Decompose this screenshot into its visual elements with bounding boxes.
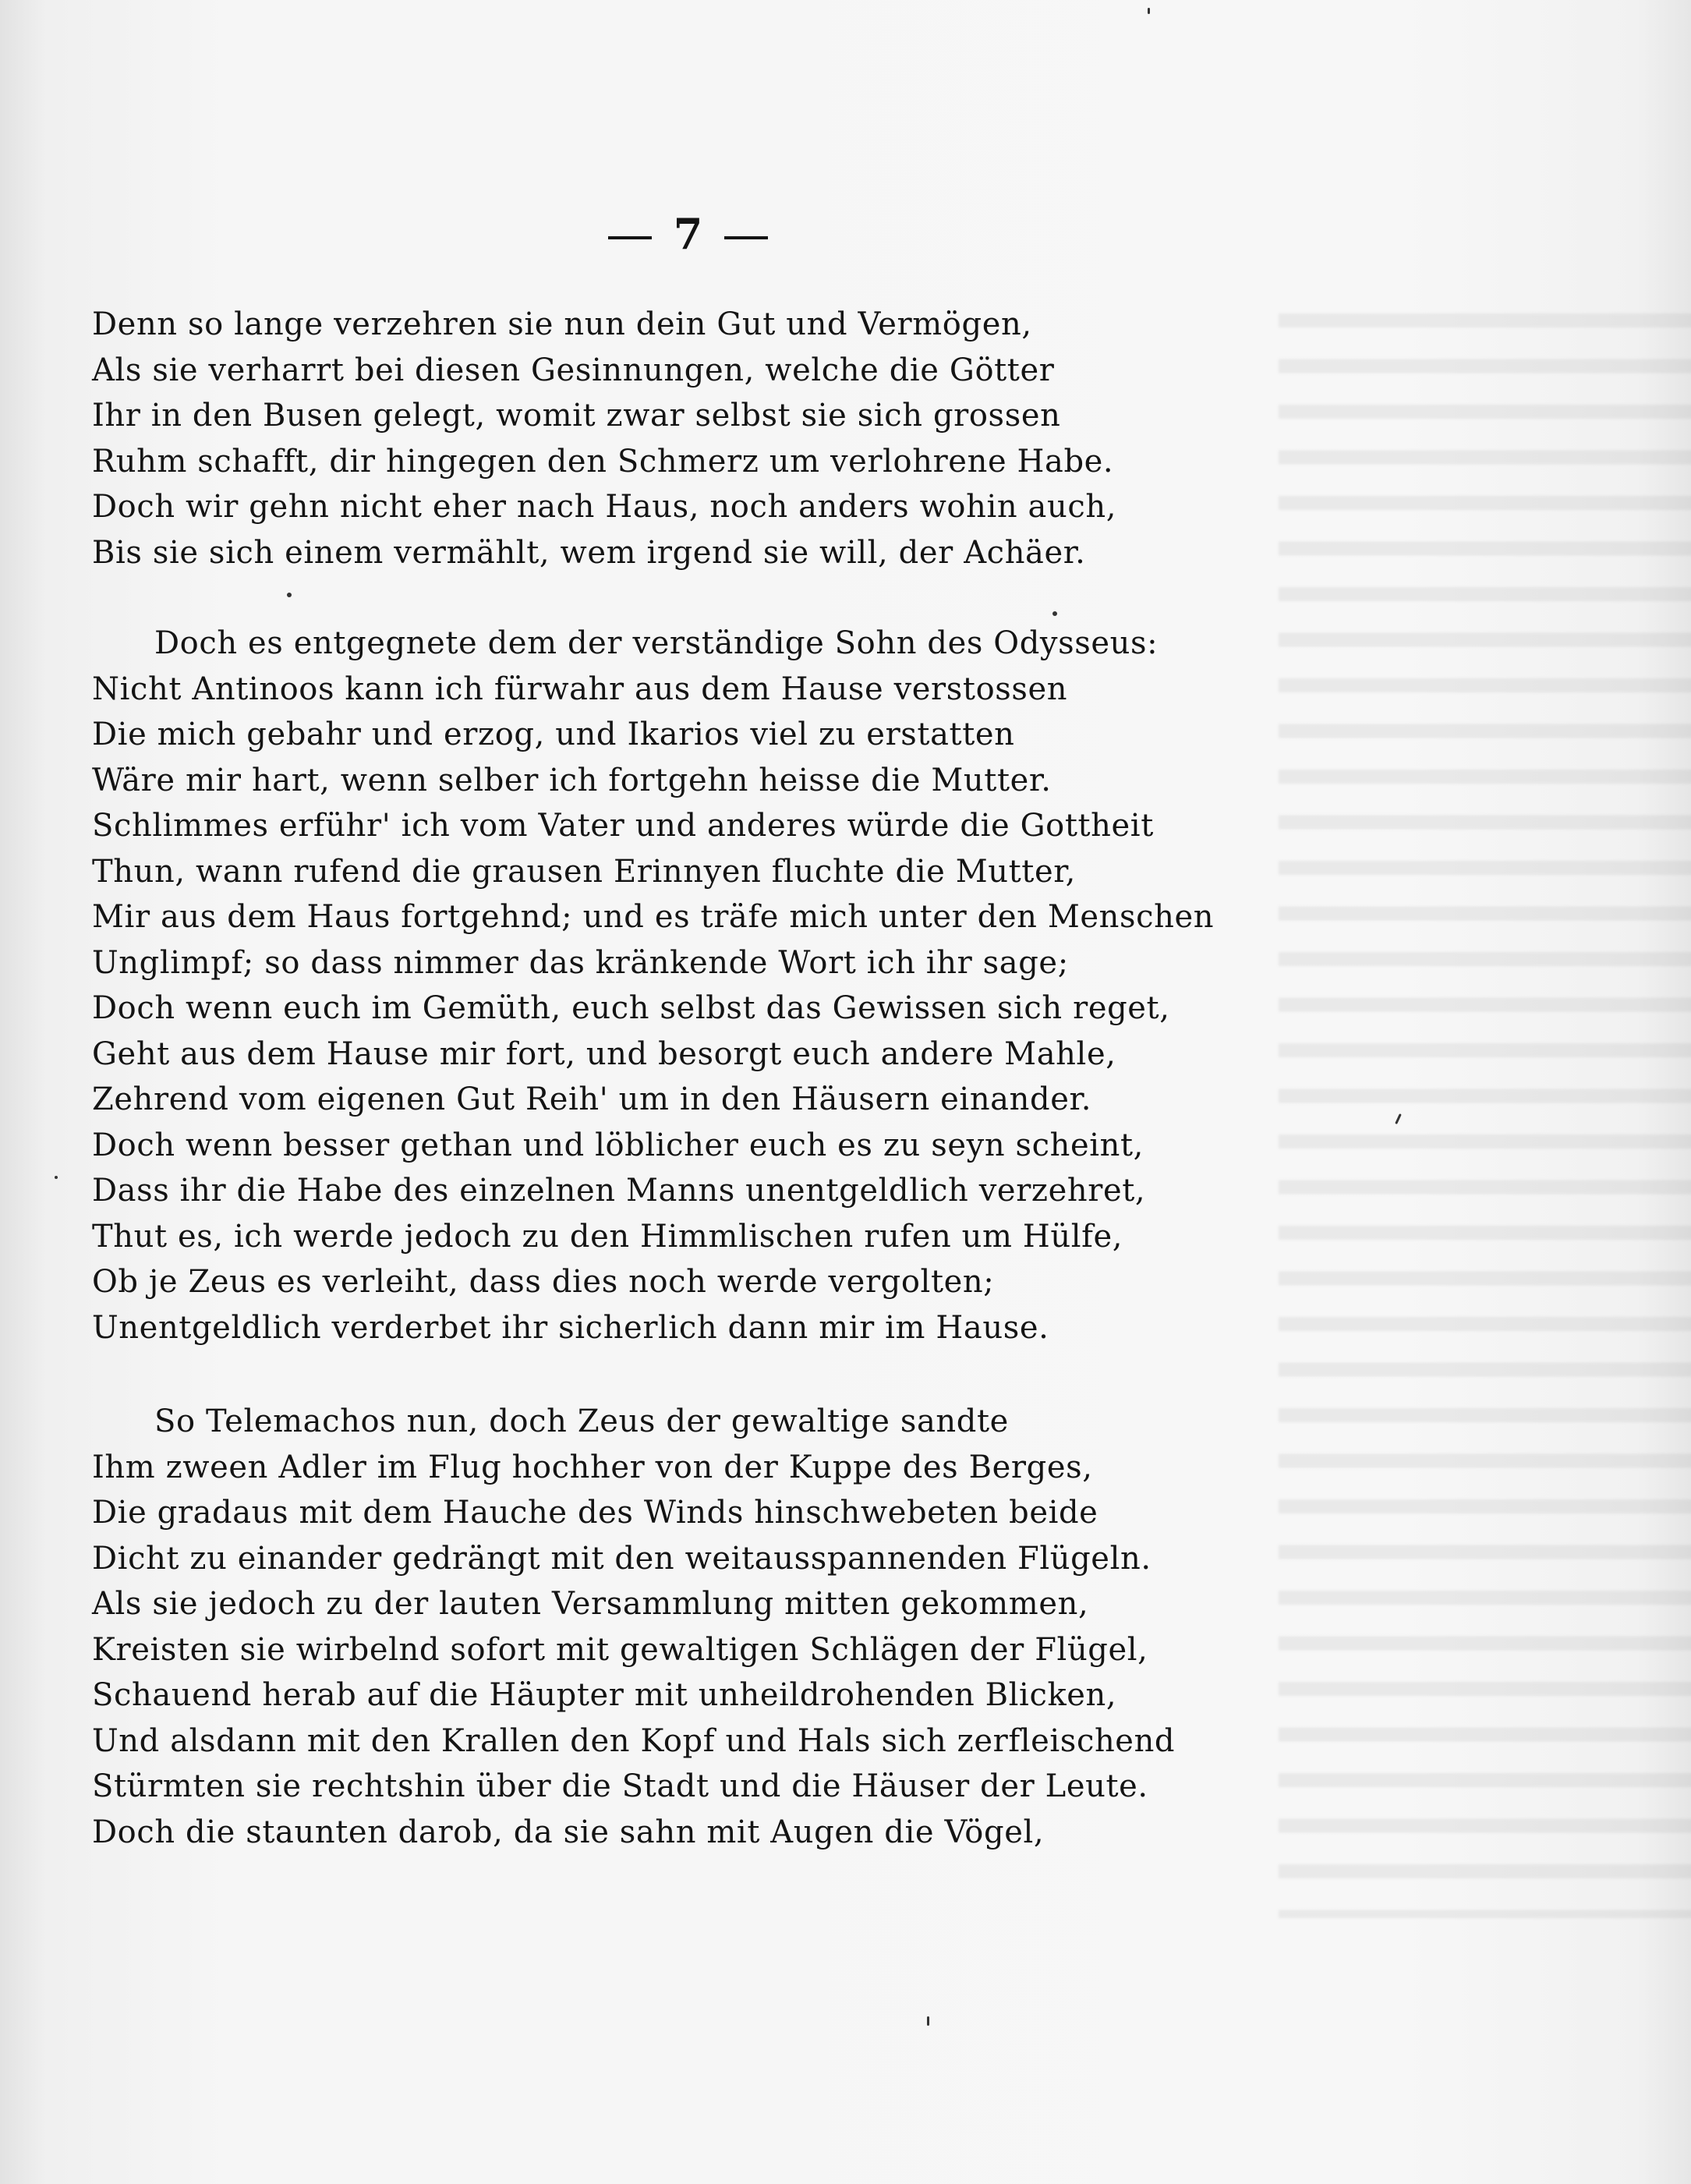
verse-line: Ruhm schafft, dir hingegen den Schmerz um verlohrene Habe.: [92, 443, 1114, 480]
verse-line: Denn so lange verzehren sie nun dein Gut und Vermögen,: [92, 306, 1032, 342]
verse-line: Doch wir gehn nicht eher nach Haus, noch anders wohin auch,: [92, 489, 1117, 525]
verse-line: Doch wenn euch im Gemüth, euch selbst das Gewissen sich reget,: [92, 990, 1170, 1026]
verse-line: Und alsdann mit den Krallen den Kopf und Hals sich zerfleischend: [92, 1722, 1176, 1759]
verse-line: Thun, wann rufend die grausen Erinnyen fluchte die Mutter,: [92, 853, 1076, 890]
reverse-side-bleed-through: [1279, 296, 1691, 1918]
verse-line: Die gradaus mit dem Hauche des Winds hinschwebeten beide: [92, 1495, 1098, 1531]
ink-speck: [55, 1176, 58, 1179]
stanza-2: [92, 621, 1230, 1350]
verse-line: Schauend herab auf die Häupter mit unheildrohenden Blicken,: [92, 1677, 1117, 1713]
ink-speck: [1052, 611, 1057, 616]
verse-line: Dass ihr die Habe des einzelnen Manns unentgeldlich verzehret,: [92, 1173, 1146, 1209]
verse-line: Thut es, ich werde jedoch zu den Himmlischen rufen um Hülfe,: [92, 1218, 1123, 1255]
verse-line: Doch es entgegnete dem der verständige Sohn des Odysseus:: [154, 625, 1159, 661]
right-dash: [724, 236, 768, 239]
stanza-3: [92, 1399, 1230, 1855]
page-number-header: [0, 209, 1376, 259]
verse-line: Dicht zu einander gedrängt mit den weitausspannenden Flügeln.: [92, 1540, 1152, 1577]
verse-line: Ihr in den Busen gelegt, womit zwar selbst sie sich grossen: [92, 398, 1061, 434]
ink-speck: [1148, 8, 1150, 14]
verse-line: Doch die staunten darob, da sie sahn mit Augen die Vögel,: [92, 1814, 1045, 1850]
verse-line: Ob je Zeus es verleiht, dass dies noch werde vergolten;: [92, 1264, 995, 1300]
verse-line: Zehrend vom eigenen Gut Reih' um in den Häusern einander.: [92, 1081, 1092, 1117]
ink-speck: [927, 2016, 929, 2026]
verse-line: Mir aus dem Haus fortgehnd; und es träfe mich unter den Menschen: [92, 899, 1215, 935]
verse-line: Als sie verharrt bei diesen Gesinnungen, welche die Götter: [92, 352, 1055, 388]
verse-line: Kreisten sie wirbelnd sofort mit gewaltigen Schlägen der Flügel,: [92, 1631, 1148, 1668]
verse-line: Stürmten sie rechtshin über die Stadt und die Häuser der Leute.: [92, 1768, 1148, 1804]
verse-line: Geht aus dem Hause mir fort, und besorgt euch andere Mahle,: [92, 1035, 1116, 1072]
verse-line: Die mich gebahr und erzog, und Ikarios viel zu erstatten: [92, 717, 1015, 752]
verse-line: Schlimmes erführ' ich vom Vater und anderes würde die Gottheit: [92, 808, 1154, 844]
verse-line: Wäre mir hart, wenn selber ich fortgehn heisse die Mutter.: [92, 762, 1052, 798]
verse-line: Unglimpf; so dass nimmer das kränkende Wort ich ihr sage;: [92, 944, 1069, 981]
verse-line: Doch wenn besser gethan und löblicher euch es zu seyn scheint,: [92, 1127, 1144, 1163]
verse-line: Nicht Antinoos kann ich fürwahr aus dem Hause verstossen: [92, 671, 1068, 707]
stanza-1: [92, 302, 1230, 575]
left-dash: [608, 236, 652, 239]
verse-line: Ihm zween Adler im Flug hochher von der Kuppe des Berges,: [92, 1449, 1093, 1485]
verse-line: Unentgeldlich verderbet ihr sicherlich dann mir im Hause.: [92, 1309, 1049, 1346]
verse-line: So Telemachos nun, doch Zeus der gewaltige sandte: [154, 1403, 1009, 1439]
verse-line: Als sie jedoch zu der lauten Versammlung mitten gekommen,: [92, 1586, 1089, 1622]
verse-line: Bis sie sich einem vermählt, wem irgend sie will, der Achäer.: [92, 534, 1086, 571]
page-number: 7: [673, 209, 703, 259]
ink-speck: [287, 593, 292, 597]
